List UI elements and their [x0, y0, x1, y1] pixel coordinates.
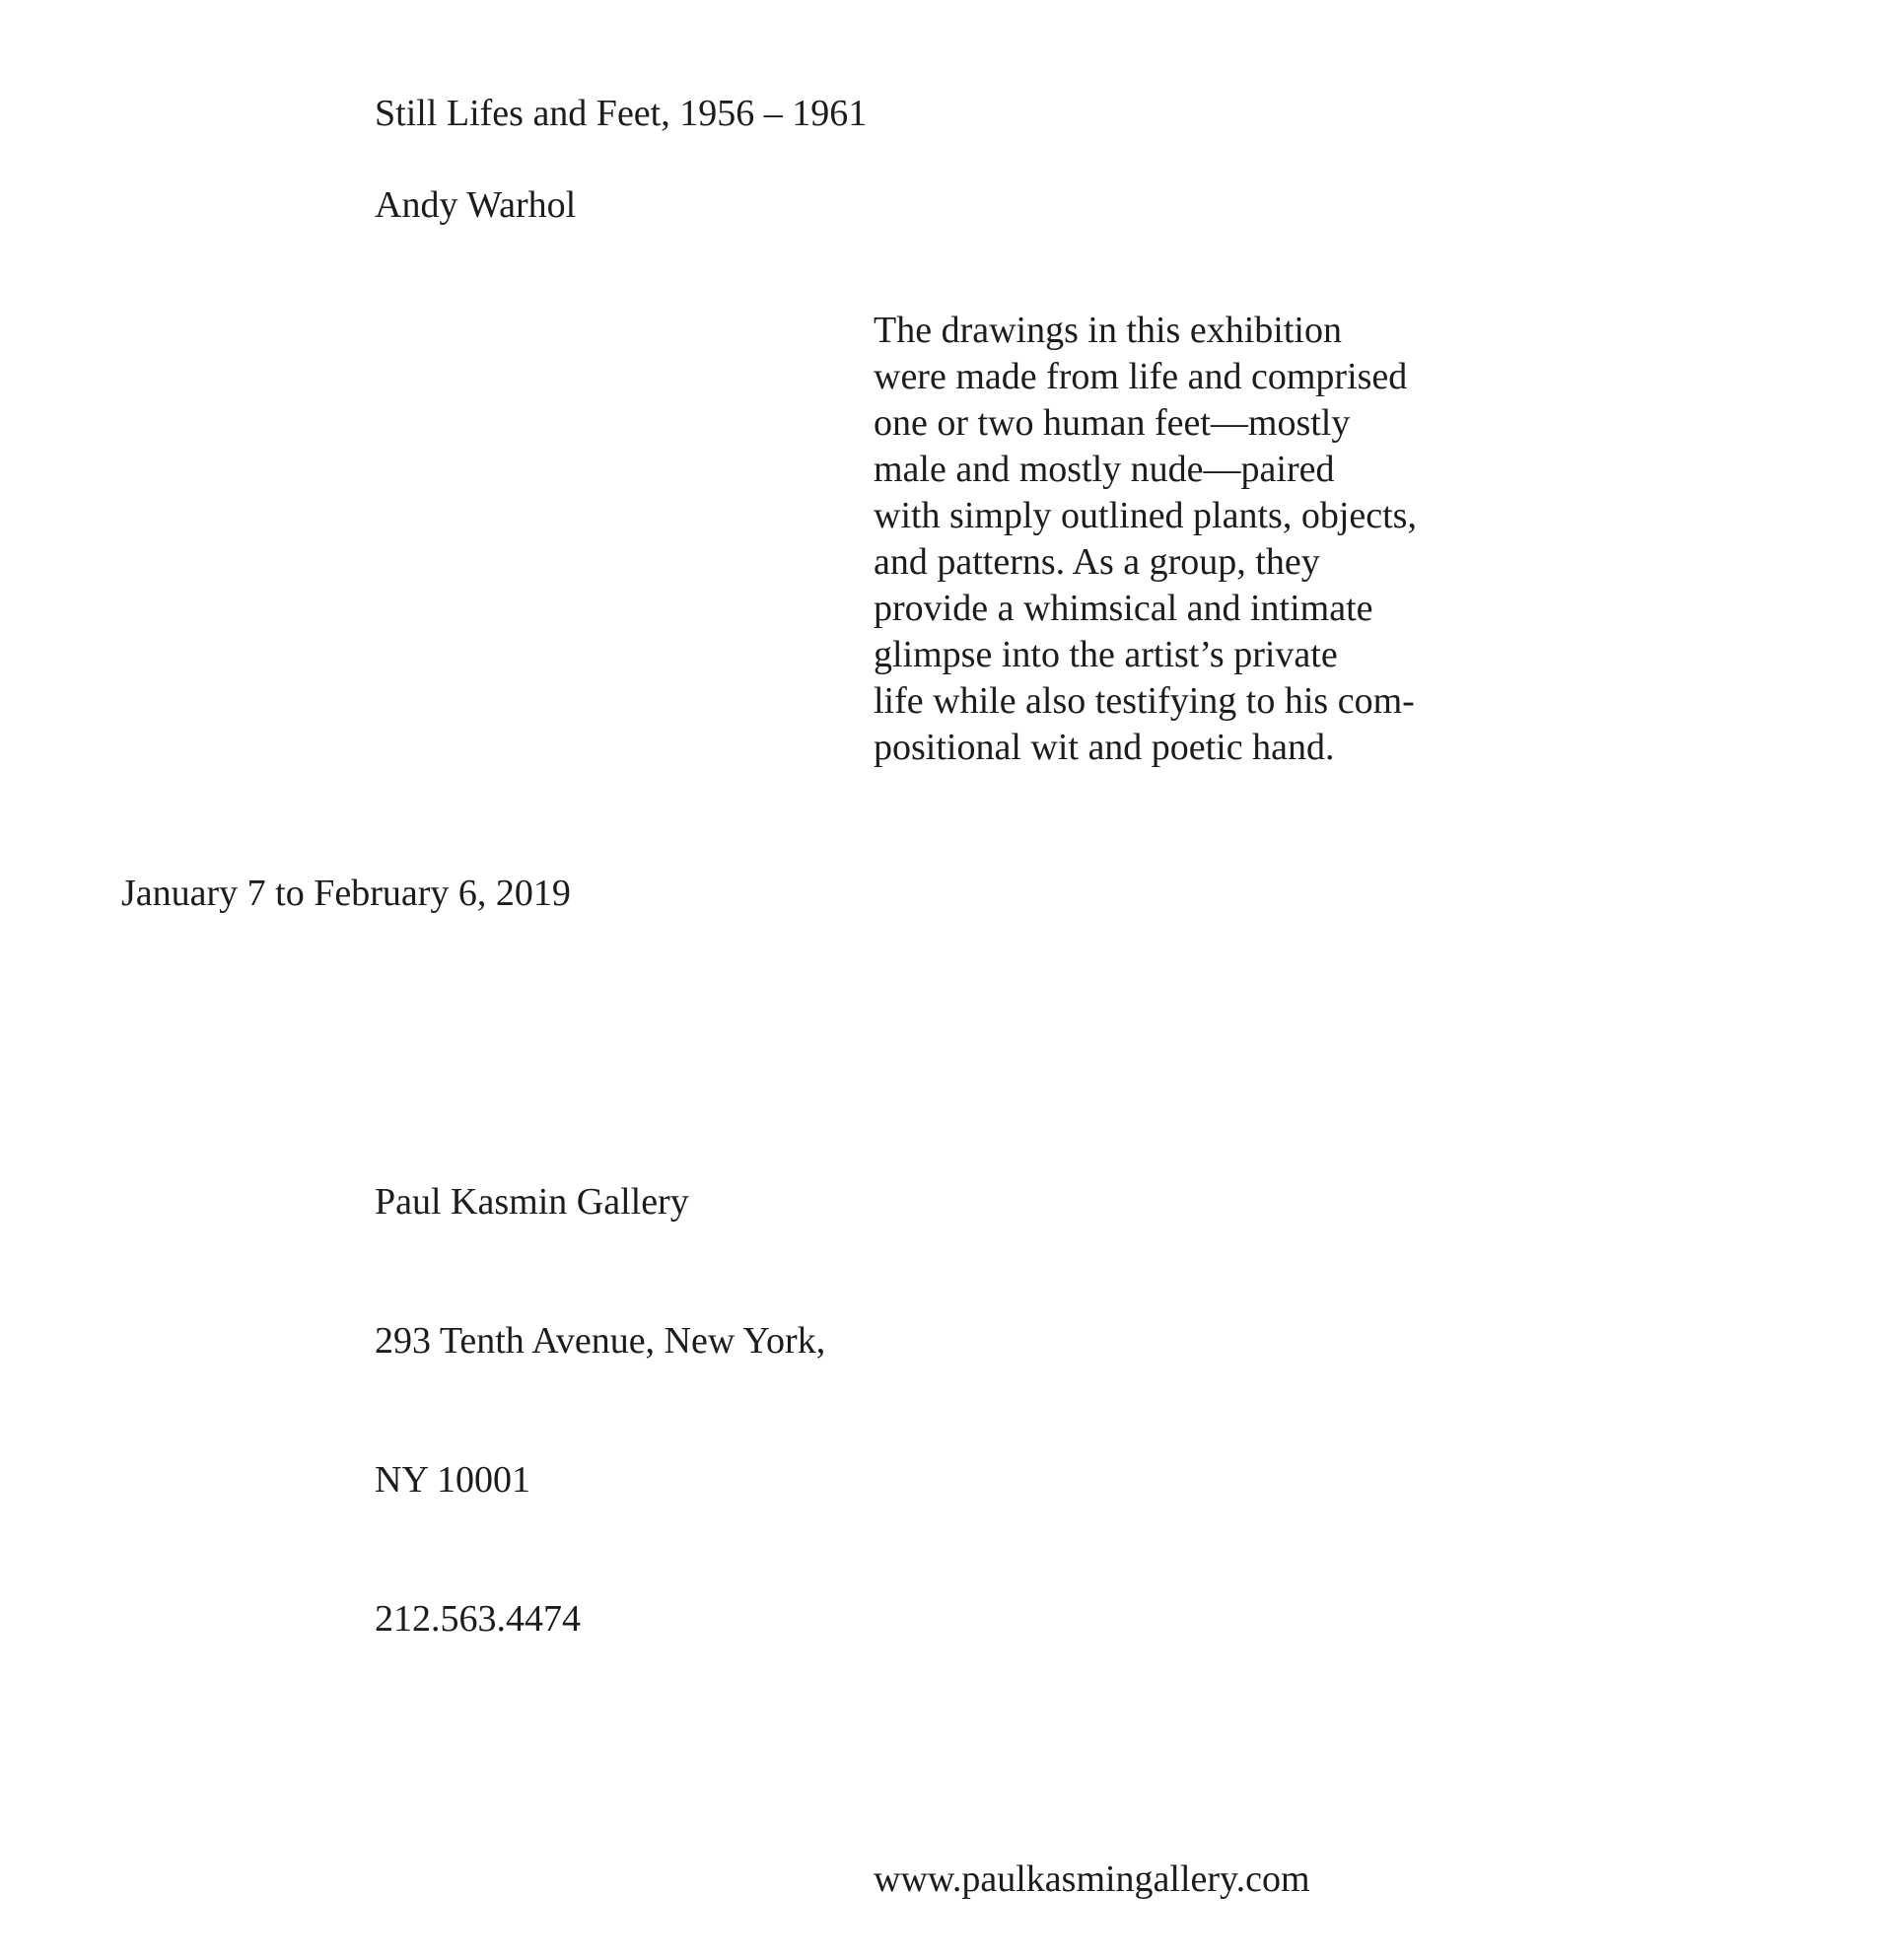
text-line: and patterns. As a group, they — [874, 541, 1320, 583]
exhibition-title: Still Lifes and Feet, 1956 – 1961 — [375, 93, 868, 134]
gallery-address-line1: 293 Tenth Avenue, New York, — [375, 1320, 826, 1362]
text-line: were made from life and comprised — [874, 356, 1408, 397]
text-line: positional wit and poetic hand. — [874, 727, 1335, 768]
text-line: with simply outlined plants, objects, — [874, 495, 1417, 536]
text-line: one or two human feet—mostly — [874, 402, 1351, 444]
text-line: provide a whimsical and intimate — [874, 588, 1373, 629]
text-line: The drawings in this exhibition — [874, 310, 1342, 351]
text-line: life while also testifying to his com- — [874, 680, 1415, 722]
exhibition-description — [874, 308, 1465, 771]
text-line: male and mostly nude—paired — [874, 449, 1335, 490]
text-line: glimpse into the artist’s private — [874, 634, 1338, 675]
gallery-phone: 212.563.4474 — [375, 1598, 581, 1640]
artist-name: Andy Warhol — [375, 184, 577, 226]
gallery-website: www.paulkasmingallery.com — [874, 1858, 1310, 1900]
gallery-info-block — [375, 1086, 825, 1735]
gallery-name: Paul Kasmin Gallery — [375, 1181, 689, 1223]
gallery-address-line2: NY 10001 — [375, 1459, 530, 1501]
exhibition-dates: January 7 to February 6, 2019 — [121, 873, 571, 914]
